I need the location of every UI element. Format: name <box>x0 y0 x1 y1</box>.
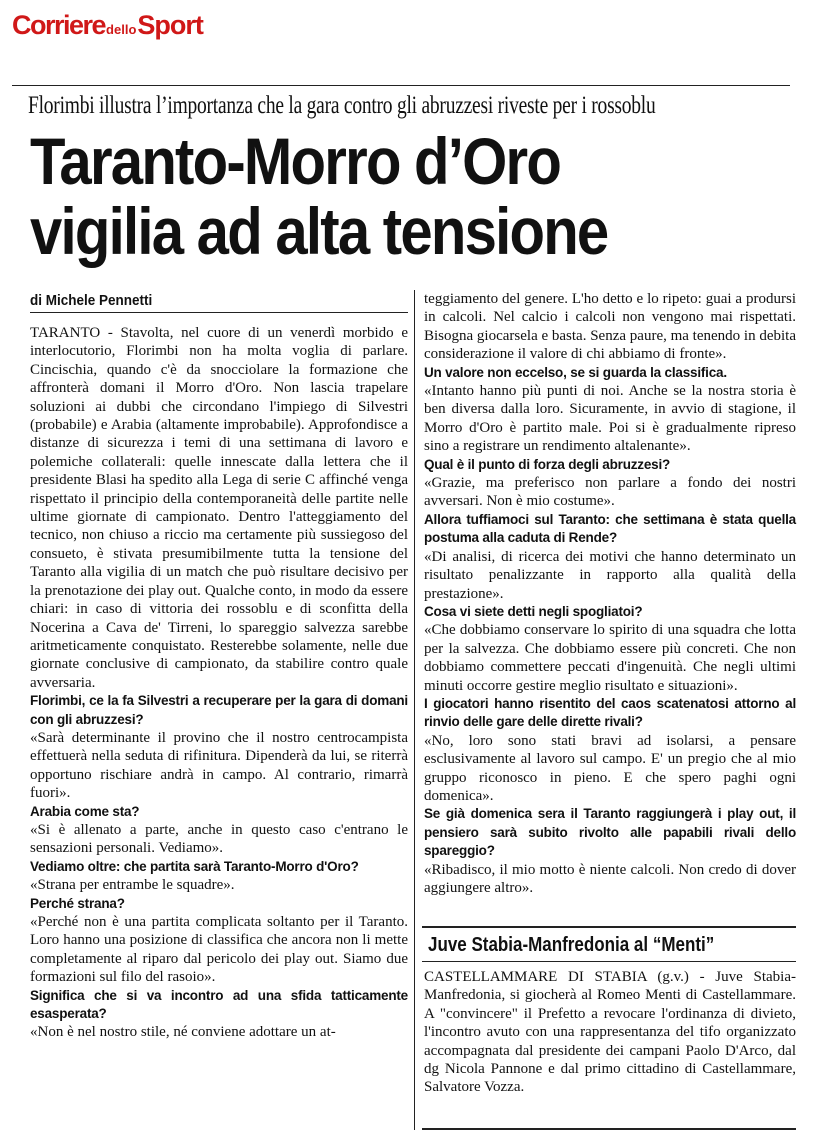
article-paragraph: TARANTO - Stavolta, nel cuore di un venerdì morbido e interlocutorio, Florimbi non ha molta voglia di parlare. Cincischia, quando c'è da snocciolare la formazione che affronterà domani il Morro d'Oro. Non lascia trapelare soluzioni ai dubbi che circondano l'impiego di Silvestri (probabile) e Arabia (altamente improbabile). Approfondisce a distanze di sicurezza i temi di una settimana di lavoro e polemiche collaterali: quelle innescate dalla lettera che il presidente Blasi ha spedito alla Lega di serie C affinché venga rispettato il principio della contemporaneità delle partite nelle ultime giornate di campionato. Dentro l'atteggiamento del tecnico, non chiuso a riccio ma certamente più sussiegoso del consueto, è stivata presumibilmente tutta la tensione del Taranto alla vigilia di un match che può risultare decisivo per la prenotazione dei play out. Qualche conto, in modo da essere chiari: in caso di vittoria dei rossoblu e di sconfitta della Nocerina a Cava de' Tirreni, lo spareggio salvezza sarebbe aritmeticamente conquistato. Resterebbe solamente, nelle due giornate conclusive di campionato, da stabilire contro quale avversaria. <box>30 325 408 691</box>
kicker: Florimbi illustra l’importanza che la gara contro gli abruzzesi riveste per i rossoblu <box>28 92 656 119</box>
article-paragraph: «Che dobbiamo conservare lo spirito di una squadra che lotta per la salvezza. Che dobbiamo essere più concreti. Che non dobbiamo commettere peccati d'ingenuità. Che negli ultimi minuti occorre gestire meglio risultato e situazioni». <box>424 622 796 694</box>
byline-rule <box>30 312 408 313</box>
interview-question: Qual è il punto di forza degli abruzzesi? <box>424 456 671 472</box>
interview-question: I giocatori hanno risentito del caos scatenatosi attorno al rinvio delle gare delle dirette rivali? <box>424 695 796 730</box>
article-paragraph: «Strana per entrambe le squadre». <box>30 877 235 894</box>
masthead-part3: Sport <box>137 10 203 40</box>
article-paragraph: «Di analisi, di ricerca dei motivi che hanno determinato un risultato penalizzante in rapporto alla qualità della prestazione». <box>424 548 796 602</box>
box-paragraph: CASTELLAMMARE DI STABIA (g.v.) - Juve Stabia-Manfredonia, si giocherà al Romeo Menti di Castellammare. A "convincere" il Prefetto a revocare l'ordinanza di divieto, l'incontro avuto con una rappresentanza del tifo organizzato accompagnata dal presidente dei campani Paolo D'Arco, dal dg Nicola Pannone e dal primo cittadino di Castellammare, Salvatore Vozza. <box>424 969 796 1096</box>
masthead-part1: Corriere <box>12 10 106 40</box>
interview-question: Cosa vi siete detti negli spogliatoi? <box>424 603 643 619</box>
article-paragraph: «Si è allenato a parte, anche in questo caso c'entrano le sensazioni personali. Vediamo». <box>30 821 408 857</box>
article-paragraph: «No, loro sono stati bravi ad isolarsi, a pensare esclusivamente al lavoro sul campo. E' un pregio che al mio gruppo riconosco in pieno. E che spero paghi ogni domenica». <box>424 732 796 804</box>
interview-question: Perché strana? <box>30 895 125 911</box>
headline <box>30 126 734 266</box>
column-divider <box>414 290 415 1130</box>
article-paragraph: «Sarà determinante il provino che il nostro centrocampista effettuerà nella seduta di rifinitura. Dipenderà da lui, se riterrà opportuno rischiare andrà in campo. Al contrario, rimarrà fuori». <box>30 729 408 802</box>
article-paragraph: «Non è nel nostro stile, né conviene adottare un at- <box>30 1024 336 1041</box>
interview-question: Arabia come sta? <box>30 803 140 819</box>
article-paragraph: «Ribadisco, il mio motto è niente calcoli. Non credo di dover aggiungere altro». <box>424 861 796 896</box>
box-title: Juve Stabia-Manfredonia al “Menti” <box>428 934 715 956</box>
article-paragraph: «Perché non è una partita complicata soltanto per il Taranto. Loro hanno una posizione di classifica che ancora non li mette completamente al riparo dal pericolo dei play out. Siamo due formazioni sul filo del rasoio». <box>30 914 408 986</box>
article-left-column <box>30 324 408 1042</box>
article-right-column <box>424 290 796 897</box>
headline-line-1: Taranto-Morro d’Oro <box>30 124 561 198</box>
interview-question: Un valore non eccelso, se si guarda la classifica. <box>424 364 727 380</box>
box-body <box>424 968 796 1097</box>
headline-line-2: vigilia ad alta tensione <box>30 194 608 268</box>
masthead-logo <box>12 10 203 50</box>
article-paragraph: «Intanto hanno più punti di noi. Anche se la nostra storia è ben diversa dalla loro. Sicuramente, in avvio di stagione, il Morro d'Oro è partito male. Poi si è gradualmente ripreso sino a registrare un rendimento altalenante». <box>424 383 796 455</box>
box-rule-bottom <box>422 1128 796 1130</box>
box-rule-mid <box>422 961 796 962</box>
top-rule <box>12 85 790 86</box>
masthead-part2: dello <box>106 22 137 37</box>
interview-question: Vediamo oltre: che partita sarà Taranto-Morro d'Oro? <box>30 858 359 874</box>
box-rule-top <box>422 926 796 928</box>
interview-question: Allora tuffiamoci sul Taranto: che settimana è stata quella postuma alla caduta di Rende? <box>424 511 796 546</box>
article-paragraph: teggiamento del genere. L'ho detto e lo ripeto: guai a prodursi in calcoli. Nel calcio i calcoli non vengono mai rispettati. Bisogna giocarsela e basta. Senza paure, ma tenendo in debita considerazione il valore di chi abbiamo di fronte». <box>424 291 796 363</box>
interview-question: Se già domenica sera il Taranto raggiungerà i play out, il pensiero sarà subito rivolto alle papabili rivali dello spareggio? <box>424 806 796 859</box>
interview-question: Significa che si va incontro ad una sfida tatticamente esasperata? <box>30 987 408 1022</box>
byline: di Michele Pennetti <box>30 292 153 309</box>
interview-question: Florimbi, ce la fa Silvestri a recuperare per la gara di domani con gli abruzzesi? <box>30 693 408 727</box>
article-paragraph: «Grazie, ma preferisco non parlare a fondo dei nostri avversari. Non è mio costume». <box>424 475 796 510</box>
